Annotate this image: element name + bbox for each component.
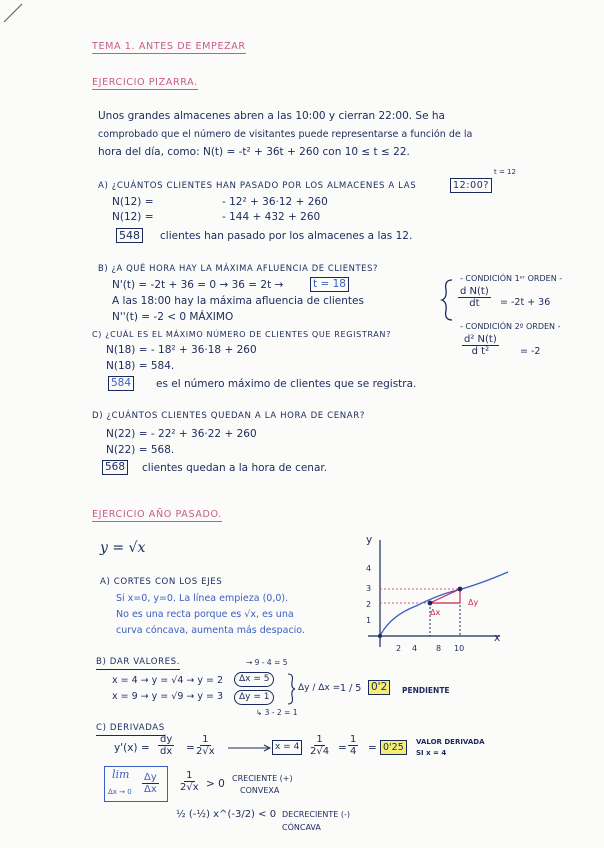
answer-box-a: 548 (116, 228, 143, 243)
t12-note: t = 12 (494, 168, 516, 176)
c-line1: N(18) = - 18² + 36·18 + 260 (106, 344, 257, 356)
c-frac1-num: 1 (202, 734, 209, 745)
b-valores-top-note: → 9 - 4 = 5 (246, 658, 288, 667)
graph-point-b (458, 587, 463, 592)
c-frac2-num: 1 (316, 734, 323, 745)
crec-frac (176, 770, 203, 793)
c-eq3: = (368, 742, 377, 754)
graph-delta-y: Δy (468, 598, 479, 607)
cond2-title: - CONDICIÓN 2º ORDEN - (460, 322, 561, 331)
b-dy-oval: Δy = 1 (234, 690, 274, 705)
crec-num: 1 (186, 770, 193, 781)
a-line2-lhs: N(12) = (112, 211, 154, 223)
c-line2: N(18) = 584. (106, 360, 175, 372)
lim-num: Δy (144, 772, 157, 783)
concava-label: CÓNCAVA (282, 823, 321, 832)
b-ratio: Δy / Δx = (298, 683, 341, 693)
b-line3: N''(t) = -2 < 0 MÁXIMO (112, 311, 234, 323)
graph-y-tick-3: 3 (366, 584, 372, 593)
function-label: y = √x (100, 540, 146, 556)
graph-point-a (428, 601, 433, 606)
a-line1-lhs: N(12) = (112, 196, 154, 208)
cond2-num: d² N(t) (464, 334, 497, 345)
cond1-res: = -2t + 36 (500, 297, 551, 308)
c-eq1: = (186, 742, 195, 754)
a-cortes-line3: curva cóncava, aumenta más despacio. (116, 625, 305, 636)
question-c: C) ¿CUÁL ES EL MÁXIMO NÚMERO DE CLIENTES QUE REGISTRAN? (92, 329, 391, 339)
a-cortes-line2: No es una recta porque es √x, es una (116, 609, 294, 620)
c-x4-box: x = 4 (272, 740, 302, 755)
graph-x-tick-8: 8 (436, 644, 442, 653)
graph-x-label: x (494, 632, 501, 644)
cond2-den: d t² (471, 346, 490, 357)
cond1-den: dt (469, 298, 480, 309)
a-line1-rhs: - 12² + 36·12 + 260 (222, 196, 328, 208)
c-dx: dx (160, 746, 173, 757)
second-deriv: ½ (-½) x^(-3/2) < 0 (176, 809, 277, 820)
c-dy: dy (160, 734, 173, 745)
question-d: D) ¿CUÁNTOS CLIENTES QUEDAN A LA HORA DE CENAR? (92, 411, 366, 421)
decrec-label: DECRECIENTE (-) (282, 810, 351, 819)
intro-line-2: comprobado que el número de visitantes puede representarse a función de la (98, 129, 473, 140)
cond2-frac (460, 334, 501, 357)
graph-curve (380, 572, 508, 636)
c-frac1 (192, 734, 219, 757)
lim-den: Δx (144, 784, 157, 795)
b-line2: A las 18:00 hay la máxima afluencia de clientes (112, 295, 364, 307)
arrow-icon (228, 744, 272, 752)
lim-frac (140, 772, 161, 795)
graph-y-tick-2: 2 (366, 600, 372, 609)
page-title: TEMA 1. ANTES DE EMPEZAR (92, 41, 246, 52)
graph-y-tick-4: 4 (366, 564, 372, 573)
c-frac3-den: 4 (350, 746, 357, 757)
intro-line-1: Unos grandes almacenes abren a las 10:00 y cierran 22:00. Se ha (98, 110, 445, 122)
a-cortes-title: A) CORTES CON LOS EJES (100, 577, 223, 587)
a-line2-rhs: - 144 + 432 + 260 (222, 211, 321, 223)
b-valores-line1: x = 4 → y = √4 → y = 2 (112, 675, 224, 686)
c-label1: VALOR DERIVADA (416, 738, 485, 746)
lim-top: lim (112, 768, 130, 781)
cond2-res: = -2 (520, 346, 541, 357)
cond1-frac (456, 286, 493, 309)
b-result: 0'2 (368, 680, 390, 695)
convexa-label: CONVEXA (240, 786, 280, 795)
answer-text-c: es el número máximo de clientes que se registra. (156, 378, 417, 390)
question-b: B) ¿A QUÉ HORA HAY LA MÁXIMA AFLUENCIA DE CLIENTES? (98, 263, 379, 273)
c-eq2: = (338, 742, 347, 754)
curly-brace (440, 278, 454, 322)
b-valores-line2: x = 9 → y = √9 → y = 3 (112, 691, 224, 702)
c-derivadas-lhs: y'(x) = (114, 742, 150, 754)
intro-line-3: hora del día, como: N(t) = -t² + 36t + 260 con 10 ≤ t ≤ 22. (98, 146, 410, 158)
b-pendiente: PENDIENTE (402, 686, 450, 695)
b-line1: N'(t) = -2t + 36 = 0 → 36 = 2t → (112, 279, 284, 291)
cond1-num: d N(t) (460, 286, 489, 297)
b-frac: 1 / 5 (340, 683, 362, 694)
graph-x-tick-10: 10 (454, 644, 465, 653)
graph-slope-triangle (430, 589, 460, 603)
crec-den: 2√x (180, 782, 199, 793)
c-frac3 (346, 734, 360, 757)
section-title-pizarra: EJERCICIO PIZARRA. (92, 77, 198, 88)
answer-box-c: 584 (108, 376, 134, 391)
c-frac1-den: 2√x (196, 746, 215, 757)
b-brace (286, 672, 296, 706)
c-derivadas-title: C) DERIVADAS (96, 722, 165, 736)
graph-y-tick-1: 1 (366, 616, 372, 625)
b-valores-bottom-note: ↳ 3 - 2 = 1 (256, 708, 298, 717)
b-valores-title: B) DAR VALORES. (96, 656, 180, 670)
crec-label: CRECIENTE (+) (232, 774, 293, 783)
graph-y-label: y (366, 534, 373, 546)
crec-res: > 0 (206, 778, 225, 790)
c-dydx (156, 734, 176, 757)
graph-x-tick-2: 2 (396, 644, 402, 653)
pencil-stroke (0, 0, 30, 26)
d-line2: N(22) = 568. (106, 444, 175, 456)
c-result: 0'25 (380, 740, 407, 755)
answer-box-d: 568 (102, 460, 128, 475)
b-dx-oval: Δx = 5 (234, 672, 274, 687)
graph-delta-x: Δx (430, 608, 441, 617)
b-line1-box: t = 18 (310, 277, 349, 292)
graph-x-tick-4: 4 (412, 644, 418, 653)
section-title-pasado: EJERCICIO AÑO PASADO. (92, 509, 222, 520)
c-frac3-num: 1 (350, 734, 357, 745)
question-a: A) ¿CUÁNTOS CLIENTES HAN PASADO POR LOS ALMACENES A LAS (98, 181, 417, 191)
c-frac2 (306, 734, 333, 757)
answer-text-d: clientes quedan a la hora de cenar. (142, 462, 328, 474)
a-cortes-line1: Si x=0, y=0. La línea empieza (0,0). (116, 593, 289, 604)
lim-bottom: Δx → 0 (108, 788, 132, 796)
time-box-a: 12:00? (450, 178, 492, 193)
c-frac2-den: 2√4 (310, 746, 330, 757)
graph-origin (378, 634, 382, 638)
cond1-title: - CONDICIÓN 1ᵉʳ ORDEN - (460, 274, 563, 283)
sqrt-graph (350, 532, 510, 662)
answer-text-a: clientes han pasado por los almacenes a las 12. (160, 230, 413, 242)
c-label2: SI x = 4 (416, 749, 447, 757)
d-line1: N(22) = - 22² + 36·22 + 260 (106, 428, 257, 440)
